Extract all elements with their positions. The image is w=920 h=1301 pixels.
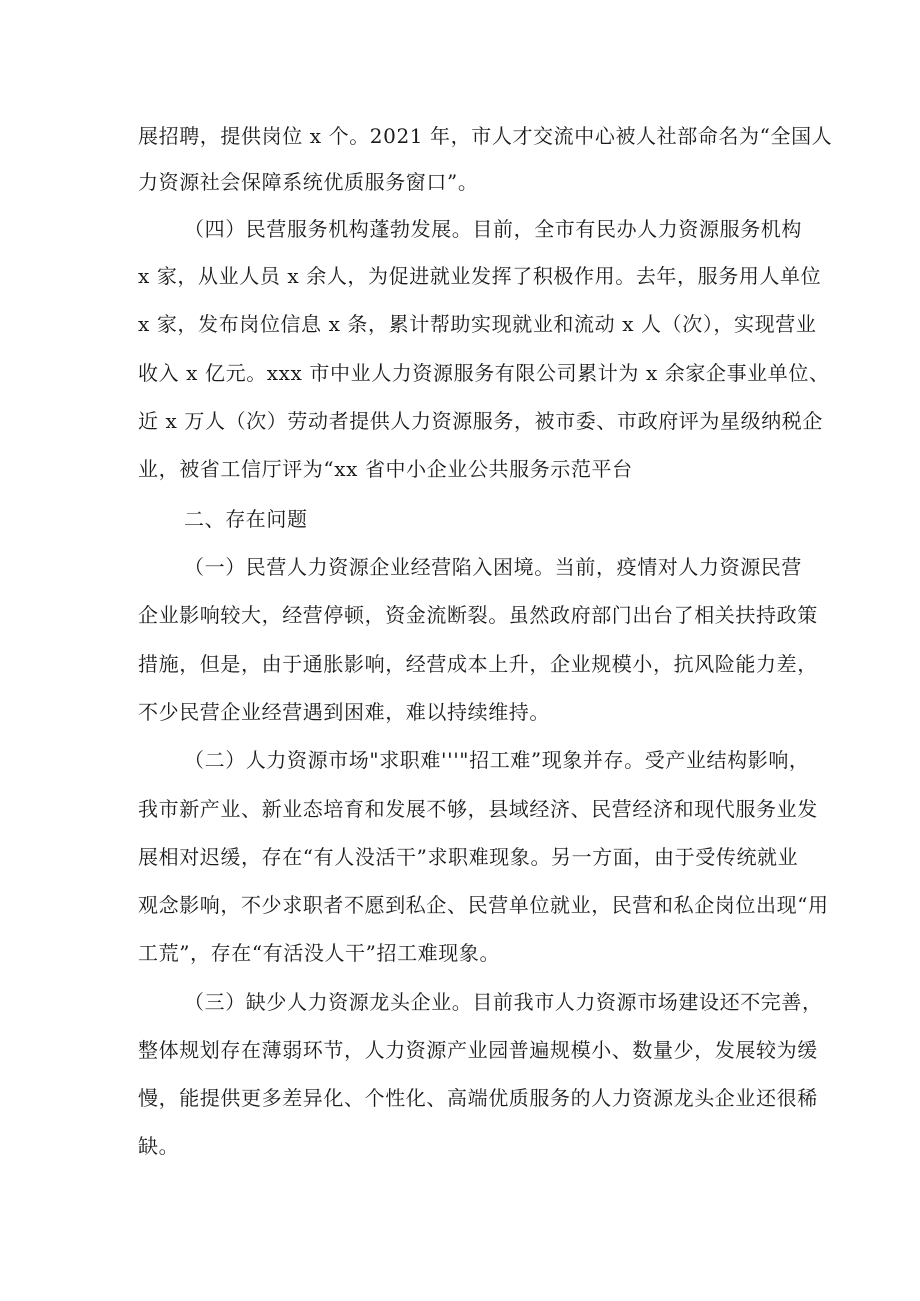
text-line: （一）民营人力资源企业经营陷入困境。当前，疫情对人力资源民营 — [184, 555, 802, 579]
text-line: 慢，能提供更多差异化、个性化、高端优质服务的人力资源龙头企业还很稀 — [138, 1086, 818, 1110]
text-line: x 家，发布岗位信息 x 条，累计帮助实现就业和流动 x 人（次），实现营业 — [138, 312, 817, 336]
text-line: 业，被省工信厅评为“xx 省中小企业公共服务示范平台 — [138, 457, 633, 481]
text-line: （三）缺少人力资源龙头企业。目前我市人力资源市场建设还不完善， — [184, 990, 823, 1014]
text-line: 展招聘，提供岗位 x 个。2021 年，市人才交流中心被人社部命名为“全国人 — [138, 124, 833, 148]
text-line: （四）民营服务机构蓬勃发展。目前，全市有民办人力资源服务机构 — [184, 217, 802, 241]
text-line: 措施，但是，由于通胀影响，经营成本上升，企业规模小，抗风险能力差， — [138, 652, 818, 676]
section-heading: 二、存在问题 — [184, 507, 308, 531]
text-line: 我市新产业、新业态培育和发展不够，县域经济、民营经济和现代服务业发 — [138, 797, 818, 821]
text-line: 缺。 — [138, 1134, 180, 1158]
text-line: 工荒”，存在“有活没人干”招工难现象。 — [138, 941, 501, 965]
text-line: 企业影响较大，经营停顿，资金流断裂。虽然政府部门出台了相关扶持政策 — [138, 603, 818, 627]
text-line: x 家，从业人员 x 余人，为促进就业发挥了积极作用。去年，服务用人单位 — [138, 264, 822, 288]
text-line: 力资源社会保障系统优质服务窗口”。 — [138, 170, 479, 194]
text-line: 不少民营企业经营遇到困难，难以持续维持。 — [138, 700, 550, 724]
text-line: 近 x 万人（次）劳动者提供人力资源服务，被市委、市政府评为星级纳税企 — [138, 409, 823, 433]
text-line: （二）人力资源市场"求职难'''"招工难”现象并存。受产业结构影响， — [184, 748, 810, 772]
text-line: 整体规划存在薄弱环节，人力资源产业园普遍规模小、数量少，发展较为缓 — [138, 1038, 818, 1062]
text-line: 展相对迟缓，存在“有人没活干”求职难现象。另一方面，由于受传统就业 — [138, 845, 799, 869]
text-line: 收入 x 亿元。xxx 市中业人力资源服务有限公司累计为 x 余家企事业单位、 — [138, 361, 830, 385]
text-line: 观念影响，不少求职者不愿到私企、民营单位就业，民营和私企岗位出现“用 — [138, 893, 829, 917]
